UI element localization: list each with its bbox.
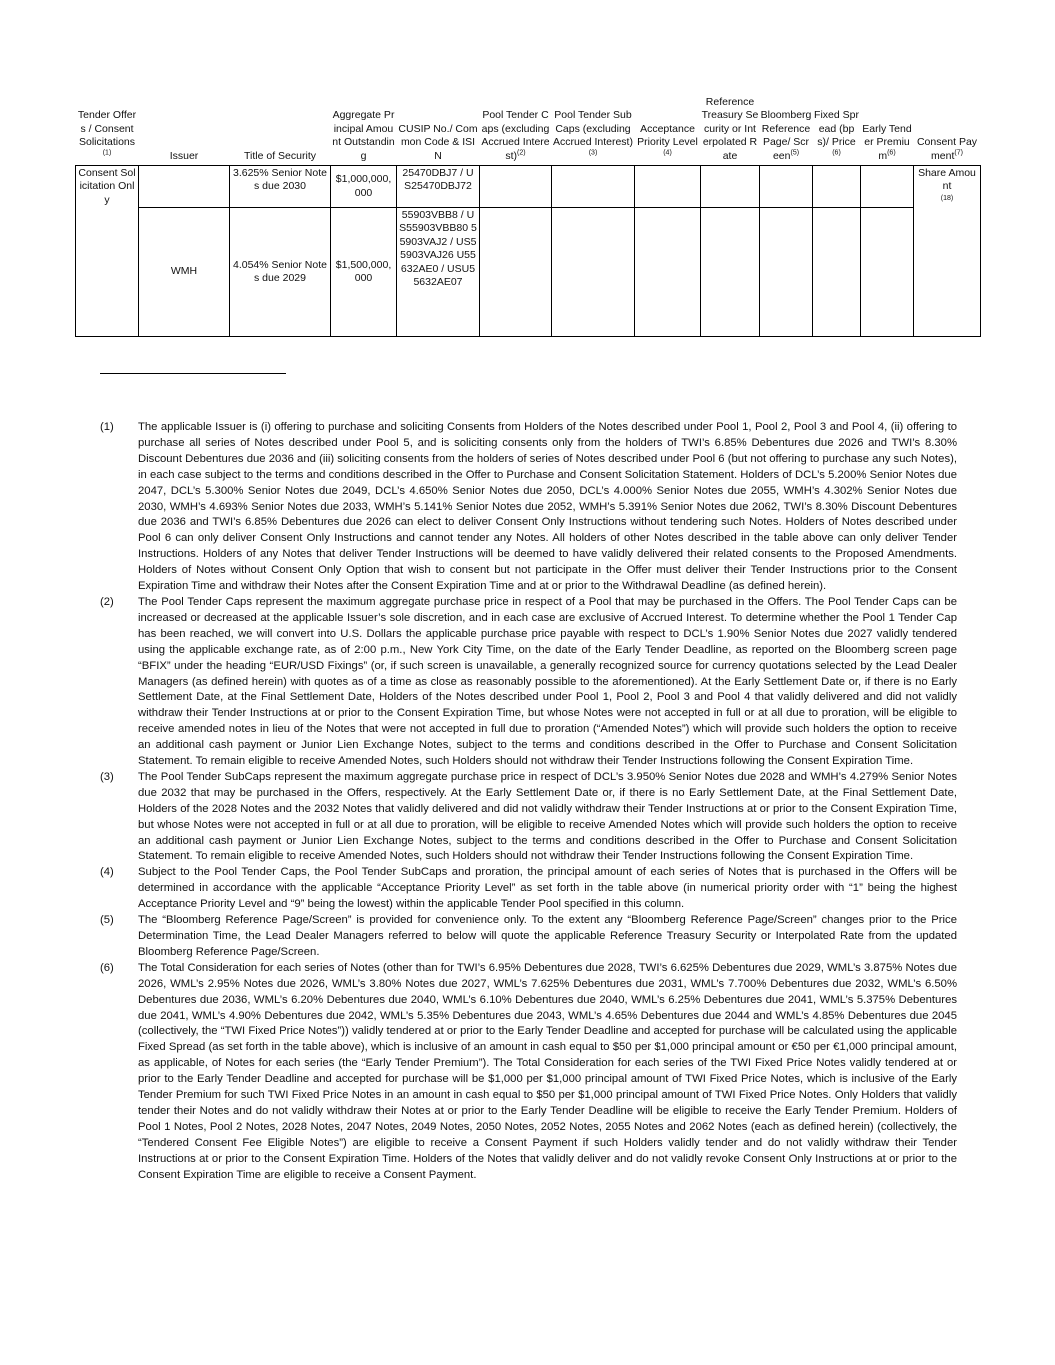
- footnote-number: (5): [100, 914, 114, 927]
- offer-type-cell: Consent Solicitation Only: [76, 166, 139, 337]
- col-header-title: Title of Security: [230, 96, 331, 166]
- table-header-row: [76, 96, 981, 166]
- table-row: [76, 166, 981, 208]
- col-header-bloomberg: Bloomberg Reference Page/ Screen$^{(5)}$: [760, 96, 813, 166]
- footnote: [100, 595, 957, 770]
- footnote: [100, 420, 957, 595]
- footnote-text: The Pool Tender SubCaps represent the maximum aggregate purchase price in respect of DCL’s 3.950% Senior Notes due 2028 and WMH’s 4.279% Senior Notes due 2032 that may be purchased in the Offers, respectively. At the Early Settlement Date or, if there is no Early Settlement Date, at the Final Settlement Date, Holders of the 2028 Notes and the 2032 Notes that validly delivered and did not validly withdraw their Tender Instructions at or prior to the Consent Expiration Time, but whose Notes were not accepted in full or at all due to proration, will be eligible to receive Amended Notes which will provide such holders the option to receive an additional cash payment or Junior Lien Exchange Notes, subject to the terms and conditions described in the Offer to Purchase and Consent Solicitation Statement. To remain eligible to receive Amended Notes, such Holders should not withdraw their Tender Instructions following the Consent Expiration Time.: [138, 770, 957, 863]
- footnote-number: (4): [100, 866, 114, 879]
- empty-cell: [813, 166, 861, 208]
- amount-cell: $1,500,000,000: [331, 208, 397, 337]
- empty-cell: [552, 208, 635, 337]
- col-header-consent-payment: Consent Payment$^{(7)}$: [914, 96, 981, 166]
- footnote: [100, 865, 957, 913]
- empty-cell: [861, 166, 914, 208]
- col-header-spread: Fixed Spread (bps)/ Price$^{(6)}$: [813, 96, 861, 166]
- consent-payment-cell: [914, 166, 981, 337]
- col-header-cusip: CUSIP No./ Common Code & ISIN: [397, 96, 480, 166]
- footnote-text: The “Bloomberg Reference Page/Screen” is provided for convenience only. To the extent any “Bloomberg Reference Page/Screen” changes prior to the Price Determination Time, the Lead Dealer Managers referred to below will quote the applicable Reference Treasury Security or Interpolated Rate from the updated Bloomberg Reference Page/Screen.: [138, 914, 957, 958]
- empty-cell: [861, 208, 914, 337]
- empty-cell: [760, 166, 813, 208]
- col-header-pool-caps: Pool Tender Caps (excluding Accrued Interest)$^{(2)}$: [480, 96, 552, 166]
- footnote-text: The applicable Issuer is (i) offering to purchase and soliciting Consents from Holders of the Notes described under Pool 1, Pool 2, Pool 3 and Pool 4, (ii) offering to purchase all series of Notes described under Pool 5, and is soliciting consents only from the holders of TWI’s 6.85% Debentures due 2026 and TWI’s 8.30% Discount Debentures due 2036 and (iii) soliciting consents from the holders of series of Notes described under Pool 6 (but not offering to purchase any such Notes), in each case subject to the terms and conditions described in the Offer to Purchase and Consent Solicitation Statement. Holders of DCL’s 5.200% Senior Notes due 2047, DCL’s 5.300% Senior Notes due 2049, DCL’s 4.650% Senior Notes due 2050, DCL’s 4.000% Senior Notes due 2055, WMH’s 4.302% Senior Notes due 2030, WMH’s 4.693% Senior Notes due 2033, WMH’s 5.141% Senior Notes due 2052, WMH’s 5.391% Senior Notes due 2062, TWI’s 8.30% Discount Debentures due 2036 and TWI’s 6.85% Debentures due 2026 can elect to deliver Consent Only Instructions without tendering such Notes. Holders of Notes described under Pool 6 can only deliver Consent Only Instructions and cannot tender any Notes. All holders of other Notes described in the table above can only deliver Tender Instructions. Holders of any Notes that deliver Tender Instructions will be deemed to have validly delivered their related consents to the Proposed Amendments. Holders of Notes without Consent Only Option that wish to consent but not participate in the Offer must deliver their Tender Instructions prior to the Consent Expiration Time and withdraw their Notes after the Consent Expiration Time and at or prior to the Withdrawal Deadline (as defined herein).: [138, 421, 957, 593]
- empty-cell: [635, 208, 701, 337]
- footnote-number: (1): [100, 421, 114, 433]
- footnote-text: The Pool Tender Caps represent the maximum aggregate purchase price in respect of a Pool that may be purchased in the Offers. The Pool Tender Caps can be increased or decreased at the applicable Issuer’s sole discretion, and in each case are exclusive of Accrued Interest. To determine whether the Pool 1 Tender Cap has been reached, we will convert into U.S. Dollars the applicable purchase price payable with respect to DCL’s 1.90% Senior Notes due 2027 validly tendered using the applicable exchange rate, as of 2:00 p.m., New York City Time, on the date of the Early Tender Deadline, as reported on the Bloomberg screen page “BFIX” under the heading “EUR/USD Fixings” (or, if such screen is unavailable, a generally recognized source for currency quotations selected by the Lead Dealer Managers (as defined herein) with quotes as of a time as close as reasonably possible to the aforementioned). At the Early Settlement Date or, if there is no Early Settlement Date, at the Final Settlement Date, Holders of the Notes described under Pool 1, Pool 2, Pool 3 and Pool 4 that validly delivered and did not validly withdraw their Tender Instructions at or prior to the Consent Expiration Time, but whose Notes were not accepted in full or at all due to proration, will be eligible to receive amended notes in lieu of the Notes that were not accepted in full due to proration (“Amended Notes”) which will provide such holders the option to receive an additional cash payment or Junior Lien Exchange Notes, subject to the terms and conditions described in the Offer to Purchase and Consent Solicitation Statement. To remain eligible to receive Amended Notes, such Holders should not withdraw their Tender Instructions following the Consent Expiration Time.: [138, 595, 957, 768]
- col-header-premium: Early Tender Premium$^{(6)}$: [861, 96, 914, 166]
- footnote-number: (6): [100, 961, 114, 974]
- col-header-pool-subcaps: Pool Tender SubCaps (excluding Accrued Interest)$^{(3)}$: [552, 96, 635, 166]
- empty-cell: [552, 166, 635, 208]
- col-header-offers: Tender Offers / Consent Solicitations$^{(1)}$: [76, 96, 139, 166]
- consent-payment-footnote-ref: (18): [940, 194, 954, 202]
- title-cell: 3.625% Senior Notes due 2030: [230, 166, 331, 208]
- issuer-cell: [139, 166, 230, 208]
- footnote: [100, 961, 957, 1184]
- empty-cell: [813, 208, 861, 337]
- empty-cell: [701, 208, 760, 337]
- empty-cell: [701, 166, 760, 208]
- empty-cell: [480, 208, 552, 337]
- col-header-reference: Reference Treasury Security or Interpolated Rate: [701, 96, 760, 166]
- cusip-cell: 55903VBB8 / US55903VBB80 55903VAJ2 / US55903VAJ26 U55632AE0 / USU55632AE07: [397, 208, 480, 337]
- footnote: [100, 913, 957, 961]
- footnote-text: Subject to the Pool Tender Caps, the Pool Tender SubCaps and proration, the principal amount of each series of Notes that is purchased in the Offers will be determined in accordance with the applicable “Acceptance Priority Level” as set forth in the table above (in numerical priority order with “1” being the highest Acceptance Priority Level and “9” being the lowest) within the applicable Tender Pool specified in this column.: [138, 866, 957, 911]
- empty-cell: [635, 166, 701, 208]
- empty-cell: [760, 208, 813, 337]
- footnotes: [100, 420, 957, 1184]
- table-row: [76, 208, 981, 337]
- footnote-number: (2): [100, 595, 114, 608]
- issuer-cell: WMH: [139, 208, 230, 337]
- consent-payment-text: Share Amount: [918, 167, 976, 193]
- empty-cell: [480, 166, 552, 208]
- title-cell: 4.054% Senior Notes due 2029: [230, 208, 331, 337]
- amount-cell: $1,000,000,000: [331, 166, 397, 208]
- footnote: [100, 770, 957, 865]
- footnote-number: (3): [100, 770, 114, 783]
- col-header-amount: Aggregate Principal Amount Outstanding: [331, 96, 397, 166]
- footnote-divider: [100, 373, 286, 374]
- tender-offers-table: [75, 96, 981, 337]
- footnote-text: The Total Consideration for each series of Notes (other than for TWI’s 6.95% Debentures due 2028, TWI’s 6.625% Debentures due 2029, WML’s 3.875% Notes due 2026, WML’s 2.95% Notes due 2026, WML’s 3.80% Notes due 2027, WML’s 7.625% Debentures due 2031, WML’s 7.700% Debentures due 2032, WML’s 6.50% Debentures due 2036, WML’s 6.20% Debentures due 2040, WML’s 6.10% Debentures due 2040, WML’s 6.25% Debentures due 2041, WML’s 5.375% Debentures due 2041, WML’s 4.90% Debentures due 2042, WML’s 5.35% Debentures due 2043, WML’s 4.65% Debentures due 2044 and WML’s 4.85% Debentures due 2045 (collectively, the “TWI Fixed Price Notes”)) validly tendered at or prior to the Early Tender Deadline and accepted for purchase will be calculated using the applicable Fixed Spread (as set forth in the table above), which is inclusive of an amount in cash equal to $50 per $1,000 principal amount or €50 per €1,000 principal amount, as applicable, of Notes for each series (the “Early Tender Premium”). The Total Consideration for each series of the TWI Fixed Price Notes validly tendered at or prior to the Early Tender Deadline and accepted for purchase will be $1,000 per $1,000 principal amount of TWI Fixed Price Notes, which is inclusive of the Early Tender Premium for such TWI Fixed Price Notes in an amount in cash equal to $50 per $1,000 principal amount of TWI Fixed Price Notes. Only Holders that validly tender their Notes and do not validly withdraw their Notes at or prior to the Early Tender Deadline will be eligible to receive the Early Tender Premium. Holders of Pool 1 Notes, Pool 2 Notes, 2028 Notes, 2047 Notes, 2049 Notes, 2050 Notes, 2052 Notes, 2055 Notes and 2062 Notes (each as defined herein) (collectively, the “Tendered Consent Fee Eligible Notes”) are eligible to receive a Consent Payment if such Holders validly tender and do not validly withdraw their Tender Instructions at or prior to the Consent Expiration Time. Holders of the Notes that validly deliver and do not validly revoke Consent Only Instructions at or prior to the Consent Expiration Time are eligible to receive a Consent Payment.: [138, 961, 957, 1181]
- col-header-priority: Acceptance Priority Level$^{(4)}$: [635, 96, 701, 166]
- col-header-issuer: Issuer: [139, 96, 230, 166]
- cusip-cell: 25470DBJ7 / US25470DBJ72: [397, 166, 480, 208]
